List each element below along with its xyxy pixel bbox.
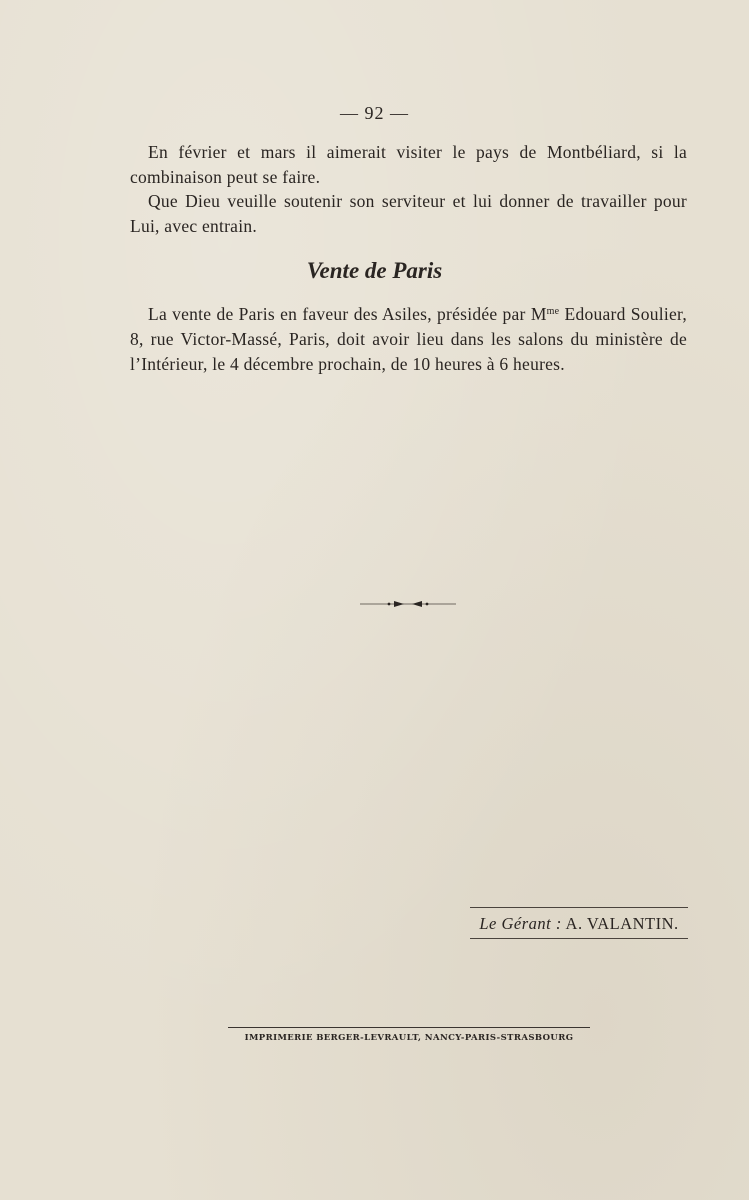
paragraph-start: La vente de Paris en faveur des Asiles, présidée par M [148,304,547,324]
signature [470,907,688,939]
paragraph [130,302,687,377]
page-number: — 92 — [340,103,409,123]
printer-imprint: IMPRIMERIE BERGER-LEVRAULT, NANCY-PARIS-STRASBOURG [244,1033,574,1043]
signature-label: Le Gérant : [479,914,562,933]
superscript: me [546,306,560,317]
signature-name: A. VALANTIN. [565,914,679,933]
paragraph: En février et mars il aimerait visiter le pays de Montbéliard, si la combinaison peut se faire. [130,142,687,187]
intro-text [130,140,687,238]
ornament-divider [360,598,456,610]
section-text [130,302,687,377]
footer-rule [228,1027,590,1028]
paragraph-end: Edouard Soulier, 8, rue Victor-Massé, Paris, doit avoir lieu dans les salons du ministère de l’Intérieur, le 4 décembre prochain, de 10 heures à 6 heures. [130,304,687,374]
paragraph: Que Dieu veuille soutenir son serviteur et lui donner de travailler pour Lui, avec entrain. [130,191,687,236]
section-heading: Vente de Paris [306,258,443,283]
